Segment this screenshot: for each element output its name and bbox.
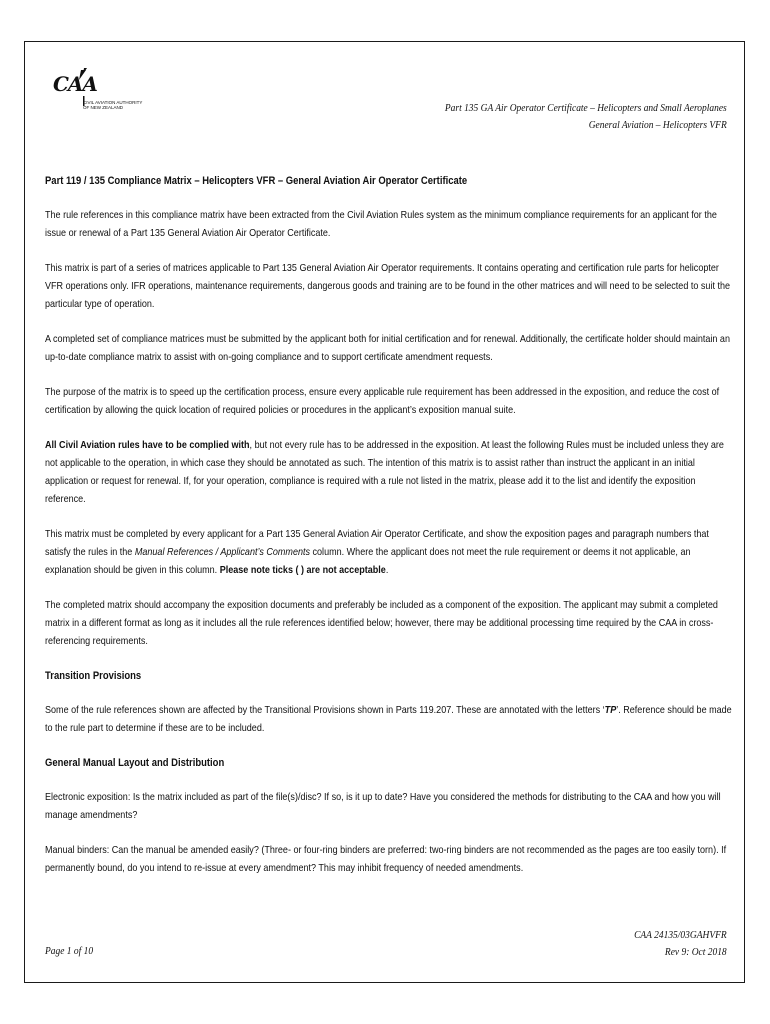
paragraph-8-a: Some of the rule references shown are affected by the Transitional Provisions shown in Parts 119.207. These are annotated with the letters ‘: [45, 704, 605, 716]
header-line-1: Part 135 GA Air Operator Certificate – Helicopters and Small Aeroplanes: [445, 102, 727, 114]
paragraph-8-b: ’. Reference should be made to the rule part to determine if these are to be included.: [45, 704, 732, 734]
paragraph-8: [45, 701, 733, 737]
paragraph-2: This matrix is part of a series of matrices applicable to Part 135 General Aviation Air Operator requirements. It contains operating and certification rule parts for helicopter VFR operations only. IFR operations, maintenance requirements, dangerous goods and training are to be found in the other matrices and will need to be selected to suit the particular type of operation.: [45, 262, 731, 310]
paragraph-1: The rule references in this compliance matrix have been extracted from the Civil Aviation Rules system as the minimum compliance requirements for an applicant for the issue or renewal of a Part 135 General Aviation Air Operator Certificate.: [45, 209, 717, 239]
caa-logo: [53, 66, 143, 116]
paragraph-3: A completed set of compliance matrices must be submitted by the applicant both for initial certification and for renewal. Additionally, the certificate holder should maintain an up-to-date compliance matrix to assist with on-going compliance and to support certificate amendment requests.: [45, 333, 730, 363]
logo-mark: CAA: [53, 72, 97, 96]
paragraph-10: Manual binders: Can the manual be amended easily? (Three- or four-ring binders are preferred: two-ring binders are not recommended as the pages are too easily torn). If permanently bound, do you intend to re-issue at every amendment? This may inhibit frequency of needed amendments.: [45, 844, 727, 874]
paragraph-8-tp: TP: [604, 704, 617, 716]
footer-doc-code: CAA 24135/03GAHVFR: [634, 929, 727, 941]
document-title: Part 119 / 135 Compliance Matrix – Helicopters VFR – General Aviation Air Operator Certificate: [45, 175, 468, 187]
paragraph-6-a: This matrix must be completed by every applicant for a Part 135 General Aviation Air Operator Certificate, and show the exposition pages and paragraph numbers that satisfy the rules in the: [45, 528, 709, 558]
paragraph-7: The completed matrix should accompany the exposition documents and preferably be included as a component of the exposition. The applicant may submit a completed matrix in a different format as long as it includes all the rule references identified below; however, there may be additional processing time required by the CAA in cross-referencing requirements.: [45, 599, 718, 647]
footer-revision: Rev 9: Oct 2018: [665, 946, 727, 958]
document-body: [45, 172, 733, 894]
document-header: [445, 100, 727, 134]
paragraph-5: [45, 436, 733, 508]
paragraph-6: [45, 525, 733, 579]
document-page: [24, 41, 745, 983]
logo-subtitle-line1: CIVIL AVIATION AUTHORITY: [83, 100, 143, 105]
paragraph-5-rest: , but not every rule has to be addressed in the exposition. At least the following Rules must be included unless they are not applicable to the operation, in which case they should be annotated as such. The intention of this matrix is to assist rather than instruct the applicant in an initial application or request for renewal. If, for your operation, compliance is required with a rule not listed in the matrix, please add it to the list and identify the exposition reference.: [45, 439, 724, 505]
header-line-2: General Aviation – Helicopters VFR: [588, 119, 727, 131]
paragraph-6-italic: Manual References / Applicant’s Comments: [134, 546, 311, 558]
paragraph-6-end: .: [385, 564, 389, 576]
heading-manual-layout: General Manual Layout and Distribution: [45, 757, 225, 769]
logo-subtitle: [83, 100, 143, 110]
heading-transition-provisions: Transition Provisions: [45, 670, 142, 682]
paragraph-6-bold: Please note ticks ( ) are not acceptable: [219, 564, 386, 576]
document-footer: [634, 927, 727, 961]
logo-subtitle-line2: OF NEW ZEALAND: [83, 105, 124, 110]
paragraph-9: Electronic exposition: Is the matrix included as part of the file(s)/disc? If so, is it up to date? Have you considered the methods for distributing to the CAA and how you will manage amendments?: [45, 791, 721, 821]
paragraph-5-bold: All Civil Aviation rules have to be complied with: [45, 439, 250, 451]
paragraph-4: The purpose of the matrix is to speed up the certification process, ensure every applicable rule requirement has been addressed in the exposition, and reduce the cost of certification by allowing the quick location of required policies or procedures in the applicant’s exposition manual suite.: [45, 386, 720, 416]
paragraph-6-b: column. Where the applicant does not meet the rule requirement or deems it not applicable, an explanation should be given in this column.: [45, 546, 691, 576]
page-number: Page 1 of 10: [45, 945, 94, 957]
